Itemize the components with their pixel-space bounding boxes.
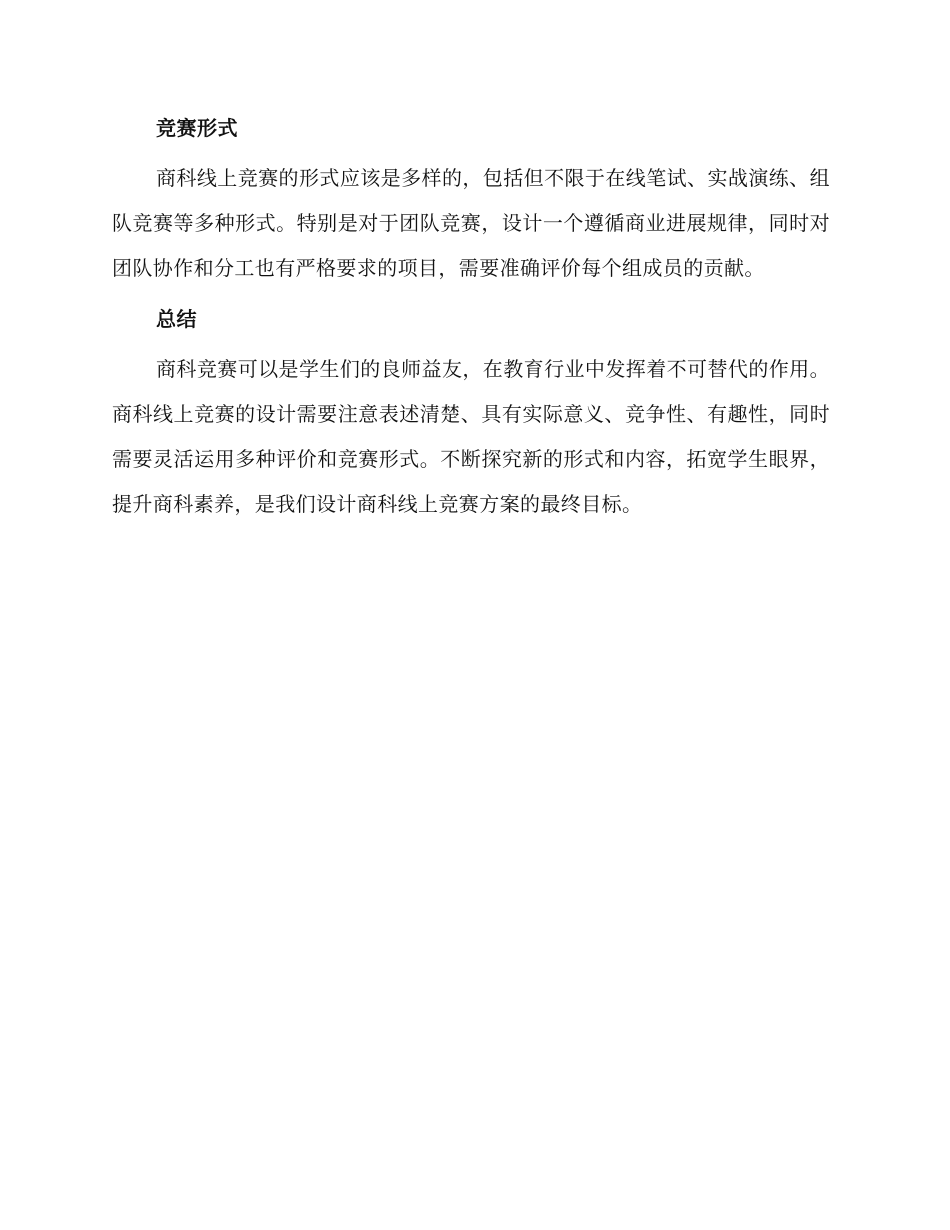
document-body	[112, 112, 830, 527]
section-heading: 竞赛形式	[156, 116, 238, 140]
section-competition-format	[112, 112, 830, 291]
section-paragraph: 商科竞赛可以是学生们的良师益友，在教育行业中发挥着不可替代的作用。商科线上竞赛的设计需要注意表述清楚、具有实际意义、竞争性、有趣性，同时需要灵活运用多种评价和竞赛形式。不断探究新的形式和内容，拓宽学生眼界，提升商科素养，是我们设计商科线上竞赛方案的最终目标。	[112, 357, 830, 516]
section-heading: 总结	[156, 307, 197, 331]
section-paragraph: 商科线上竞赛的形式应该是多样的，包括但不限于在线笔试、实战演练、组队竞赛等多种形式。特别是对于团队竞赛，设计一个遵循商业进展规律，同时对团队协作和分工也有严格要求的项目，需要准确评价每个组成员的贡献。	[112, 166, 830, 280]
section-summary	[112, 303, 830, 527]
